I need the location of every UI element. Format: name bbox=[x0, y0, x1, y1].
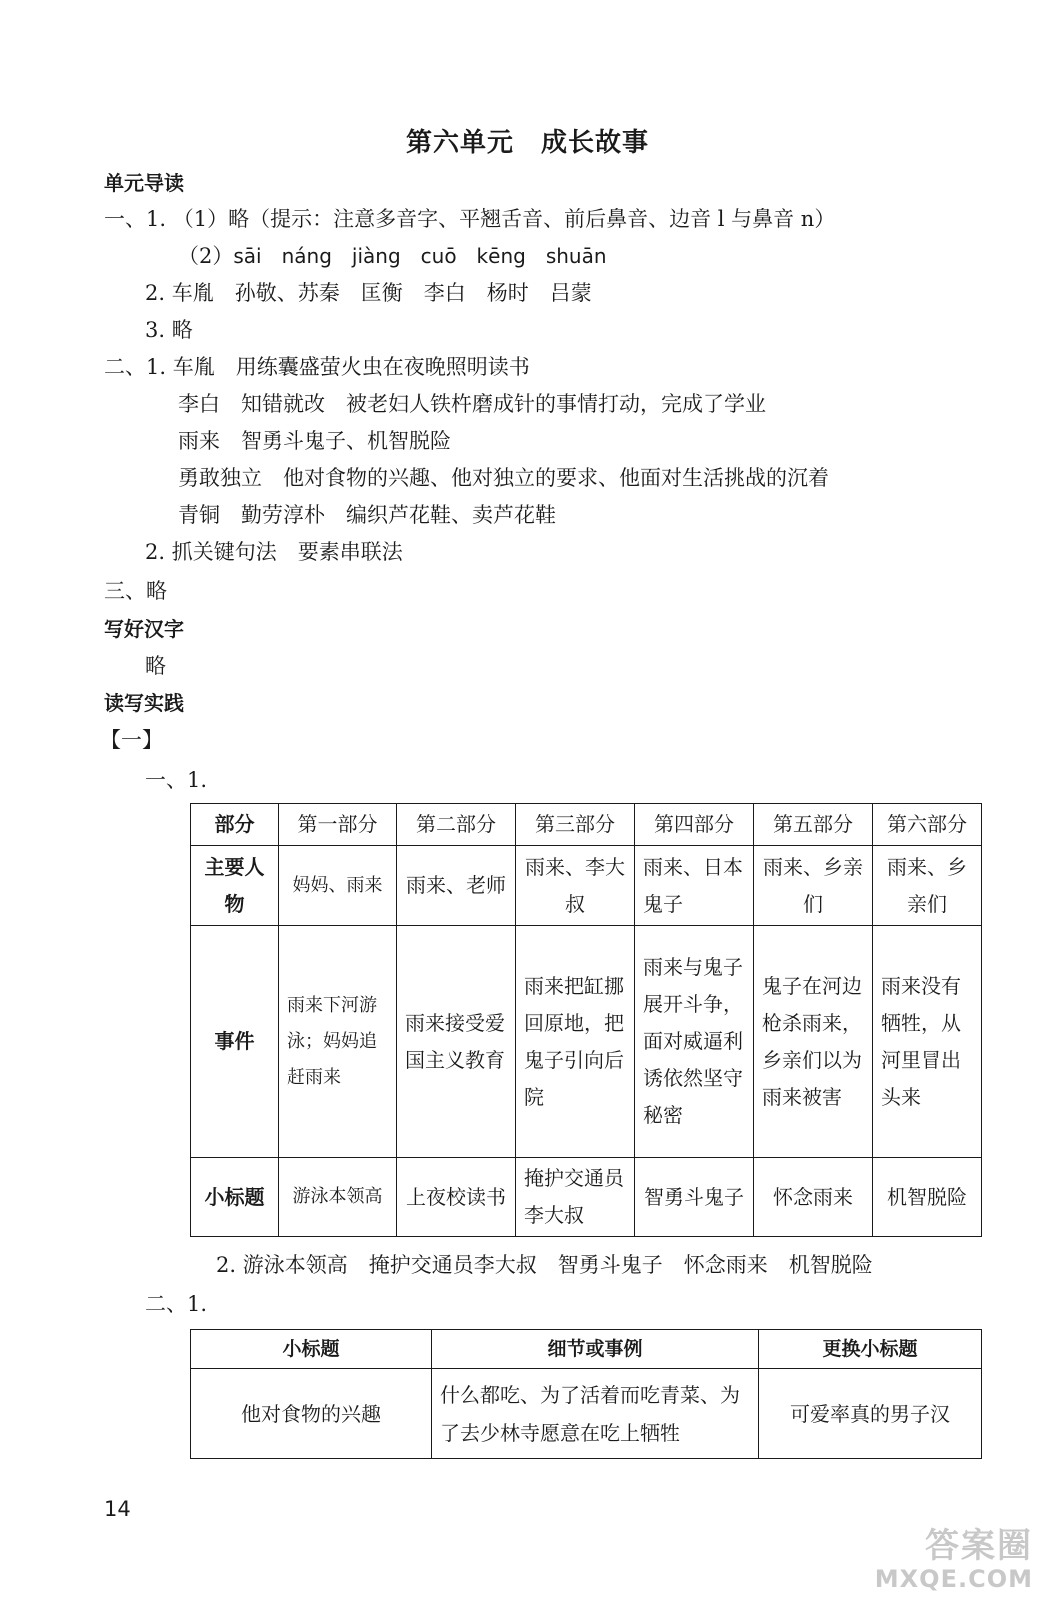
answer-line-3: 2. 车胤 孙敬、苏秦 匡衡 李白 杨时 吕蒙 bbox=[145, 281, 592, 305]
table-cell: 机智脱险 bbox=[873, 1158, 982, 1237]
table-cell: 雨来接受爱国主义教育 bbox=[397, 926, 516, 1158]
table-cell: 可爱率真的男子汉 bbox=[759, 1369, 982, 1459]
table-header-cell: 第五部分 bbox=[754, 804, 873, 846]
table-row bbox=[191, 926, 982, 1158]
table-row bbox=[191, 846, 982, 926]
watermark-logo bbox=[873, 1518, 1033, 1593]
table-header-cell: 第二部分 bbox=[397, 804, 516, 846]
table-cell: 怀念雨来 bbox=[754, 1158, 873, 1237]
answer-line-4: 3. 略 bbox=[145, 318, 193, 342]
answer-line-16: 二、1. bbox=[145, 1292, 208, 1316]
table-row-head: 事件 bbox=[191, 926, 279, 1158]
table-cell: 雨来与鬼子展开斗争，面对威逼利诱依然坚守秘密 bbox=[635, 926, 754, 1158]
table-header-cell: 细节或事例 bbox=[432, 1330, 759, 1369]
table-cell: 雨来、老师 bbox=[397, 846, 516, 926]
page-number: 14 bbox=[104, 1497, 131, 1521]
table-cell: 雨来、乡亲们 bbox=[873, 846, 982, 926]
answer-line-9: 青铜 勤劳淳朴 编织芦花鞋、卖芦花鞋 bbox=[178, 503, 556, 527]
answer-line-6: 李白 知错就改 被老妇人铁杵磨成针的事情打动，完成了学业 bbox=[178, 392, 766, 416]
table-header-row bbox=[191, 804, 982, 846]
part-label: 【一】 bbox=[100, 728, 163, 752]
answer-line-1: 一、1. （1）略（提示：注意多音字、平翘舌音、前后鼻音、边音 l 与鼻音 n） bbox=[104, 207, 836, 231]
table-row-head: 主要人物 bbox=[191, 846, 279, 926]
table-cell: 智勇斗鬼子 bbox=[635, 1158, 754, 1237]
table-cell: 雨来下河游泳；妈妈追赶雨来 bbox=[279, 926, 397, 1158]
answer-line-14: 一、1. bbox=[145, 768, 208, 792]
answer-line-12: 略 bbox=[145, 654, 166, 678]
table-cell: 雨来把缸挪回原地，把鬼子引向后院 bbox=[516, 926, 635, 1158]
story-structure-table bbox=[190, 803, 982, 1237]
table-row-head: 小标题 bbox=[191, 1158, 279, 1237]
table-header-cell: 更换小标题 bbox=[759, 1330, 982, 1369]
table-cell: 上夜校读书 bbox=[397, 1158, 516, 1237]
table-cell: 他对食物的兴趣 bbox=[191, 1369, 432, 1459]
page-title: 第六单元 成长故事 bbox=[405, 128, 649, 158]
answer-line-2 bbox=[178, 243, 607, 269]
section-write-chars: 写好汉字 bbox=[104, 617, 184, 641]
table-header-cell: 第三部分 bbox=[516, 804, 635, 846]
table-header-cell: 小标题 bbox=[191, 1330, 432, 1369]
table-cell: 雨来、李大叔 bbox=[516, 846, 635, 926]
table-cell: 什么都吃、为了活着而吃青菜、为了去少林寺愿意在吃上牺牲 bbox=[432, 1369, 759, 1459]
table-cell: 掩护交通员李大叔 bbox=[516, 1158, 635, 1237]
table-header-cell: 第一部分 bbox=[279, 804, 397, 846]
pinyin-answers: sāi náng jiàng cuō kēng shuān bbox=[233, 244, 607, 268]
table-row bbox=[191, 1158, 982, 1237]
table-header-cell: 第六部分 bbox=[873, 804, 982, 846]
table-header-cell: 第四部分 bbox=[635, 804, 754, 846]
answer-line-7: 雨来 智勇斗鬼子、机智脱险 bbox=[178, 429, 451, 453]
table-header-cell: 部分 bbox=[191, 804, 279, 846]
table-header-row bbox=[191, 1330, 982, 1369]
section-unit-guide: 单元导读 bbox=[104, 171, 184, 195]
answer-line-5: 二、1. 车胤 用练囊盛萤火虫在夜晚照明读书 bbox=[104, 355, 530, 379]
answer-line-15: 2. 游泳本领高 掩护交通员李大叔 智勇斗鬼子 怀念雨来 机智脱险 bbox=[216, 1253, 873, 1277]
section-practice: 读写实践 bbox=[104, 691, 184, 715]
answer-line-11: 三、略 bbox=[104, 579, 167, 603]
table-cell: 鬼子在河边枪杀雨来，乡亲们以为雨来被害 bbox=[754, 926, 873, 1158]
table-cell: 雨来、日本鬼子 bbox=[635, 846, 754, 926]
answer-line-8: 勇敢独立 他对食物的兴趣、他对独立的要求、他面对生活挑战的沉着 bbox=[178, 466, 829, 490]
table-row bbox=[191, 1369, 982, 1459]
subtitle-table bbox=[190, 1329, 982, 1459]
table-cell: 游泳本领高 bbox=[279, 1158, 397, 1237]
watermark-line-1: 答案圈 bbox=[925, 1526, 1033, 1566]
answer-line-2-label: （2） bbox=[178, 244, 234, 268]
table-cell: 妈妈、雨来 bbox=[279, 846, 397, 926]
table-cell: 雨来没有牺牲，从河里冒出头来 bbox=[873, 926, 982, 1158]
watermark-line-2: MXQE.COM bbox=[874, 1565, 1033, 1593]
table-cell: 雨来、乡亲们 bbox=[754, 846, 873, 926]
answer-line-10: 2. 抓关键句法 要素串联法 bbox=[145, 540, 403, 564]
